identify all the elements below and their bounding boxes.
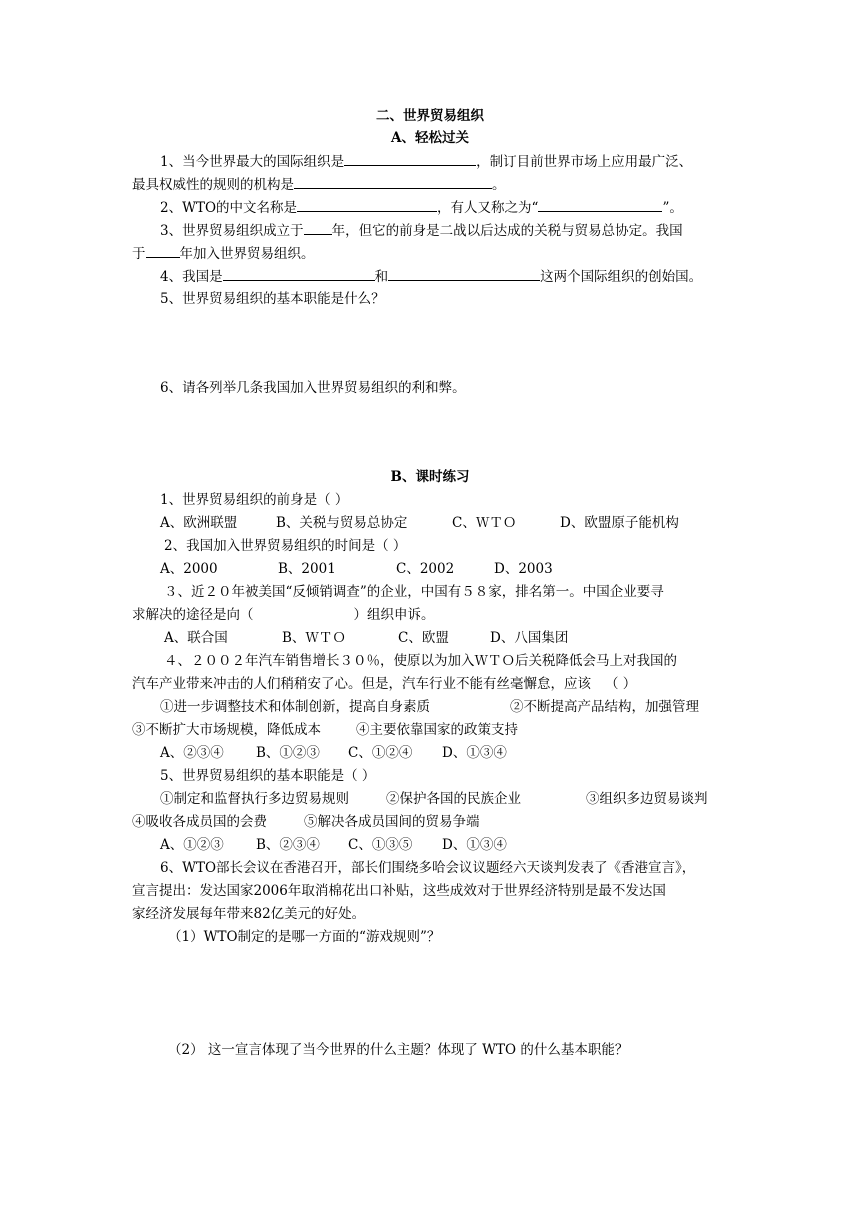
question-text: 于 (132, 246, 146, 262)
option-b[interactable]: B、关税与贸易总协定 (276, 515, 408, 531)
option-b[interactable]: B、ＷＴＯ (282, 630, 346, 646)
question-text: 最具权威性的规则的机构是 (132, 177, 294, 193)
question-text: 4、我国是 (160, 269, 223, 285)
question-b1-options (160, 513, 679, 533)
statement: ⑤解决各成员国间的贸易争端 (304, 814, 480, 830)
option-d[interactable]: D、2003 (494, 561, 553, 577)
option-c[interactable]: C、2002 (396, 561, 455, 577)
question-b6-line3: 家经济发展每年带来82亿美元的好处。 (132, 906, 366, 922)
statement: ③组织多边贸易谈判 (586, 791, 708, 807)
question-text: 和 (374, 269, 389, 285)
statement: ④主要依靠国家的政策支持 (356, 722, 518, 738)
question-text: 年加入世界贸易组织。 (179, 246, 315, 262)
question-a4 (160, 266, 702, 287)
answer-blank[interactable] (223, 266, 375, 281)
option-c[interactable]: C、ＷＴＯ (452, 515, 517, 531)
question-b5-statements-1 (160, 789, 708, 809)
question-text: ，有人又称之为“ (437, 200, 539, 216)
question-b5: 5、世界贸易组织的基本职能是（ ） (160, 768, 376, 784)
option-d[interactable]: D、八国集团 (490, 630, 569, 646)
option-a[interactable]: A、②③④ (160, 745, 224, 761)
question-text: ）组织申诉。 (353, 607, 435, 623)
question-text: 汽车产业带来冲击的人们稍稍安了心。但是，汽车行业不能有丝毫懈怠，应该 (132, 676, 591, 692)
question-b1: 1、世界贸易组织的前身是（ ） (160, 492, 349, 508)
option-d[interactable]: D、欧盟原子能机构 (560, 515, 679, 531)
page-title: 二、世界贸易组织 (376, 108, 484, 124)
option-a[interactable]: A、联合国 (164, 630, 228, 646)
question-a6: 6、请各列举几条我国加入世界贸易组织的利和弊。 (160, 380, 466, 396)
question-b3-line1: ３、近２０年被美国“反倾销调查”的企业，中国有５８家，排名第一。中国企业要寻 (164, 584, 664, 600)
section-a-heading: A、轻松过关 (391, 130, 469, 146)
question-text: ”。 (662, 200, 683, 216)
option-a[interactable]: A、欧洲联盟 (160, 515, 238, 531)
option-c[interactable]: C、欧盟 (398, 630, 449, 646)
question-text: 年，但它的前身是二战以后达成的关税与贸易总协定。我国 (331, 223, 683, 239)
question-b6-line2: 宣言提出：发达国家2006年取消棉花出口补贴，这些成效对于世界经济特别是最不发达国 (132, 883, 666, 899)
answer-blank[interactable] (388, 266, 540, 281)
question-b4-options (160, 743, 507, 763)
question-text: 2、WTO的中文名称是 (160, 200, 298, 216)
question-b6-line1: 6、WTO部长会议在香港召开，部长们围绕多哈会议议题经六天谈判发表了《香港宣言》， (160, 860, 696, 876)
answer-blank[interactable] (304, 220, 332, 235)
question-b5-statements-2 (132, 812, 480, 832)
question-b4-line1: ４、２００２年汽车销售增长３０％，使原以为加入ＷＴＯ后关税降低会马上对我国的 (164, 653, 677, 669)
question-a5: 5、世界贸易组织的基本职能是什么？ (160, 291, 385, 307)
question-b5-options (160, 835, 507, 855)
question-b4-statements-2 (132, 720, 518, 740)
option-d[interactable]: D、①③④ (442, 745, 507, 761)
statement: ①进一步调整技术和体制创新，提高自身素质 (160, 699, 430, 715)
question-b2: 2、我国加入世界贸易组织的时间是（ ） (164, 538, 407, 554)
question-text: 3、世界贸易组织成立于 (160, 223, 304, 239)
question-text: 这两个国际组织的创始国。 (540, 269, 703, 285)
question-text: 求解决的途径是向（ (132, 607, 254, 623)
question-b4-line2 (132, 674, 636, 694)
answer-blank[interactable] (538, 197, 662, 212)
option-a[interactable]: A、2000 (160, 561, 218, 577)
question-b6-sub1: （1）WTO制定的是哪一方面的“游戏规则”？ (168, 929, 441, 945)
question-a1-line2 (132, 174, 506, 195)
answer-blank[interactable] (146, 243, 180, 258)
statement: ②保护各国的民族企业 (386, 791, 521, 807)
question-b6-sub2: （2） 这一宣言体现了当今世界的什么主题？体现了 WTO 的什么基本职能？ (168, 1042, 629, 1058)
option-c[interactable]: C、①③⑤ (348, 837, 413, 853)
question-text: 1、当今世界最大的国际组织是 (160, 154, 345, 170)
option-b[interactable]: B、②③④ (256, 837, 320, 853)
answer-blank[interactable] (344, 151, 476, 166)
option-b[interactable]: B、①②③ (256, 745, 320, 761)
question-b3-line2 (132, 605, 435, 625)
question-a1-line1 (160, 151, 692, 172)
question-a3-line2 (132, 243, 315, 264)
statement: ③不断扩大市场规模，降低成本 (132, 722, 321, 738)
section-b-heading: B、课时练习 (390, 469, 470, 485)
question-text: ，制订目前世界市场上应用最广泛、 (476, 154, 693, 170)
option-d[interactable]: D、①③④ (442, 837, 507, 853)
question-a2 (160, 197, 683, 218)
answer-bracket: （ ） (605, 676, 637, 692)
statement: ①制定和监督执行多边贸易规则 (160, 791, 349, 807)
answer-blank[interactable] (294, 174, 492, 189)
statement: ④吸收各成员国的会费 (132, 814, 267, 830)
question-b4-statements-1 (160, 697, 699, 717)
question-b2-options (160, 559, 553, 579)
answer-blank[interactable] (297, 197, 437, 212)
question-a3-line1 (160, 220, 683, 241)
option-c[interactable]: C、①②④ (348, 745, 413, 761)
question-b3-options (164, 628, 568, 648)
option-a[interactable]: A、①②③ (160, 837, 224, 853)
question-text: 。 (492, 177, 506, 193)
option-b[interactable]: B、2001 (278, 561, 336, 577)
statement: ②不断提高产品结构，加强管理 (510, 699, 699, 715)
